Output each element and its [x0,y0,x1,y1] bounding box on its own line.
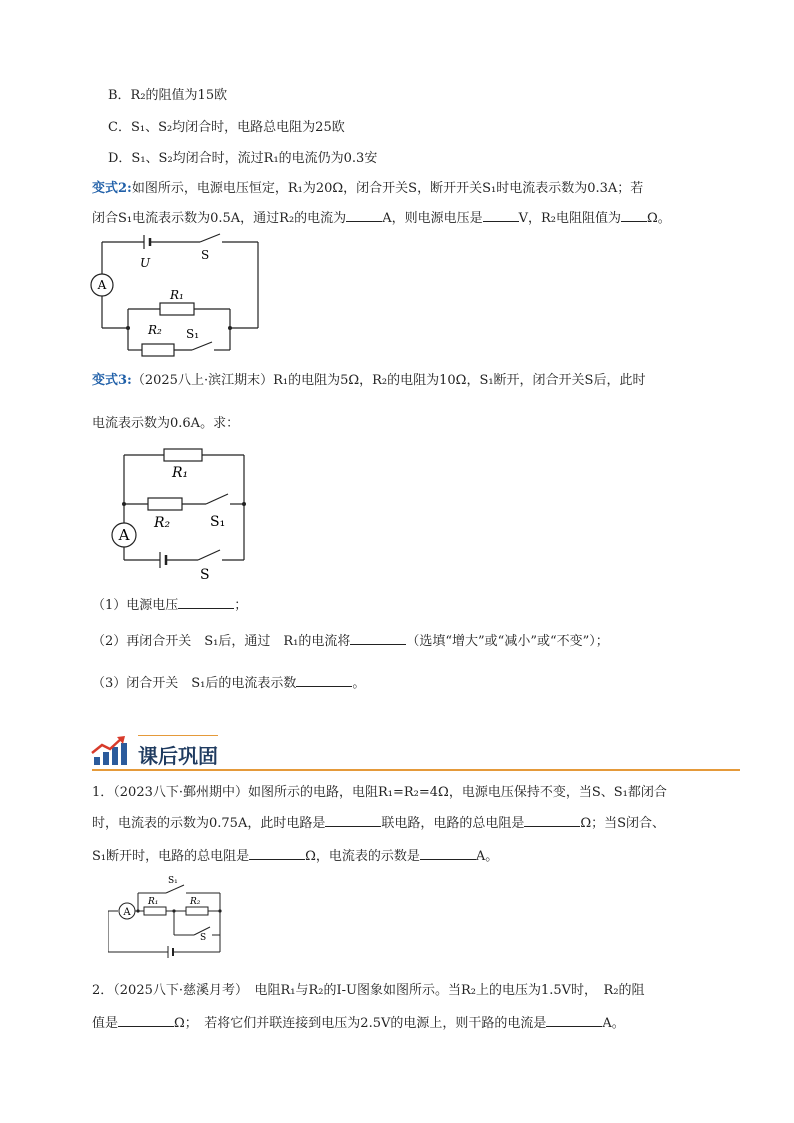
r1-label: R₁ [170,288,184,302]
answer-blank[interactable] [118,1014,174,1027]
problem2-line2 [92,1012,625,1031]
circuit-diagram-variant3 [108,447,248,582]
p2-text2b: Ω； 若将它们并联连接到电压为2.5V的电源上，则干路的电流是 [174,1016,547,1031]
switch-s-label: S [201,248,210,262]
answer-blank[interactable] [483,209,519,222]
option-c: C．S₁、S₂均闭合时，电路总电阻为25欧 [108,120,345,135]
r2-label: R₂ [148,323,162,337]
p2-text2c: A。 [602,1016,625,1031]
switch-s1-label: S₁ [210,514,226,530]
answer-blank[interactable] [350,632,406,645]
switch-s-label: S [200,933,207,943]
answer-blank[interactable] [296,674,352,687]
section-top-rule [138,735,218,736]
variant2-text2b: A，则电源电压是 [382,211,483,226]
ammeter-label: A [123,907,131,918]
variant2-text2d: Ω。 [646,211,671,226]
q3-text: （3）闭合开关 S₁后的电流表示数 [92,676,297,691]
answer-blank[interactable] [524,814,580,827]
variant3-q3 [92,672,365,691]
switch-s1-label: S₁ [186,327,200,341]
answer-blank[interactable] [621,209,647,222]
r2-label: R₂ [190,897,201,907]
answer-blank[interactable] [249,847,305,860]
variant3-q1 [92,594,247,613]
p1-text3b: Ω，电流表的示数是 [305,849,420,864]
p1-text3c: A。 [475,849,499,864]
section-title: 课后巩固 [138,744,218,768]
p1-text2b: 联电路，电路的总电阻是 [381,816,525,831]
option-b: B．R₂的阻值为15欧 [108,88,228,103]
variant2-text2a: 闭合S₁电流表示数为0.5A，通过R₂的电流为 [92,211,347,226]
variant2-line2 [92,207,671,226]
section-divider [92,769,740,771]
variant3-label: 变式3: [92,373,132,388]
problem1-line3 [92,845,498,864]
option-d: D．S₁、S₂均闭合时，流过R₁的电流仍为0.3安 [108,151,378,166]
chart-growth-icon [90,735,130,767]
problem1-line2 [92,812,665,831]
problem1-line1: 1．（2023八下·鄞州期中）如图所示的电路，电阻R₁=R₂=4Ω，电源电压保持不变，当S、S₁都闭合 [92,785,667,800]
variant2-text1: 如图所示，电源电压恒定，R₁为20Ω，闭合开关S，断开开关S₁时电流表示数为0.3A；若 [131,181,644,196]
ammeter-label: A [97,278,107,292]
answer-blank[interactable] [546,1014,602,1027]
p1-text2a: 时，电流表的示数为0.75A，此时电路是 [92,816,326,831]
circuit-diagram-problem1 [108,868,228,958]
answer-blank[interactable] [346,209,382,222]
problem2-line1: 2．（2025八下·慈溪月考） 电阻R₁与R₂的I-U图象如图所示。当R₂上的电压为1.5V时， R₂的阻 [92,983,645,998]
circuit-diagram-variant2 [88,232,268,357]
answer-blank[interactable] [325,814,381,827]
q2-text: （2）再闭合开关 S₁后，通过 R₁的电流将 [92,634,351,649]
r2-label: R₂ [154,515,171,531]
p1-text2c: Ω；当S闭合、 [580,816,666,831]
p1-text3a: S₁断开时，电路的总电阻是 [92,849,250,864]
q1-end: ； [234,598,248,613]
q2-end: （选填“增大”或“减小”或“不变”）； [406,634,609,649]
variant3-q2 [92,630,609,649]
variant2-text2c: V，R₂电阻阻值为 [518,211,621,226]
variant3-text1: （2025八上·滨江期末）R₁的电阻为5Ω，R₂的电阻为10Ω，S₁断开，闭合开关S后，此时 [131,373,646,388]
switch-s-label: S [200,567,210,582]
voltage-label: U [140,256,151,270]
p2-text2a: 值是 [92,1016,119,1031]
answer-blank[interactable] [178,596,234,609]
variant3-line1 [92,369,645,388]
variant2-label: 变式2: [92,181,132,196]
switch-s1-label: S₁ [168,876,178,886]
q1-text: （1）电源电压 [92,598,179,613]
q3-end: 。 [352,676,366,691]
r1-label: R₁ [148,897,159,907]
r1-label: R₁ [172,465,189,481]
ammeter-label: A [118,526,130,544]
variant2-line1 [92,177,643,196]
variant3-line2: 电流表示数为0.6A。求： [92,416,240,431]
answer-blank[interactable] [420,847,476,860]
